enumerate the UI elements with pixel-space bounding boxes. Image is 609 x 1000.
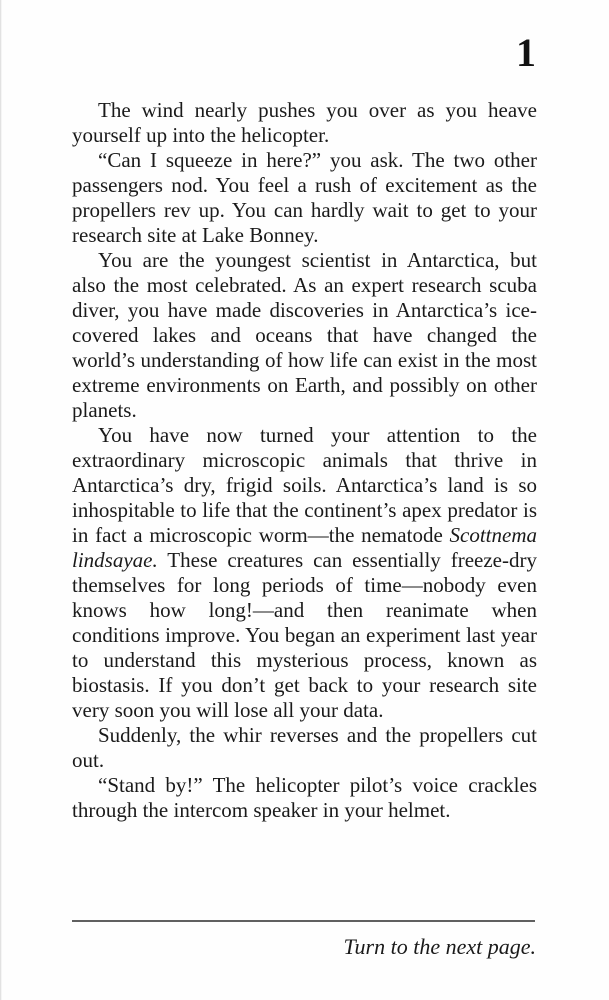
- story-text: [72, 98, 537, 823]
- page-number: 1: [516, 30, 536, 75]
- story-paragraph: [72, 723, 537, 773]
- story-paragraph: [72, 148, 537, 248]
- text-run: Suddenly, the whir reverses and the propellers cut out.: [72, 723, 537, 772]
- text-run: You have now turned your attention to the extraordinary microscopic animals that thrive in Antarctica’s dry, frigid soils. Antarctica’s land is so inhospitable to life that the continent’s apex predator is in fact a microscopic worm—the nematode: [72, 423, 537, 547]
- species-name-italic: Scottnema lindsayae.: [72, 523, 537, 572]
- text-run: These creatures can essentially freeze-dry themselves for long periods of time—nobody even knows how long!—and then reanimate when conditions improve. You began an experiment last year to understand this mysterious process, known as biostasis. If you don’t get back to your research site very soon you will lose all your data.: [72, 548, 537, 722]
- story-paragraph: [72, 248, 537, 423]
- text-run: “Can I squeeze in here?” you ask. The two other passengers nod. You feel a rush of excitement as the propellers rev up. You can hardly wait to get to your research site at Lake Bonney.: [72, 148, 537, 247]
- turn-page-instruction: Turn to the next page.: [343, 934, 536, 959]
- text-run: The wind nearly pushes you over as you heave yourself up into the helicopter.: [72, 98, 537, 147]
- footer-divider: [72, 920, 535, 922]
- text-run: “Stand by!” The helicopter pilot’s voice crackles through the intercom speaker in your helmet.: [72, 773, 537, 822]
- text-run: You are the youngest scientist in Antarctica, but also the most celebrated. As an expert research scuba diver, you have made discoveries in Antarctica’s ice-covered lakes and oceans that have changed the world’s understanding of how life can exist in the most extreme environments on Earth, and possibly on other planets.: [72, 248, 537, 422]
- scan-edge-artifact: [0, 0, 2, 1000]
- story-paragraph: [72, 98, 537, 148]
- story-paragraph: [72, 773, 537, 823]
- story-paragraph: [72, 423, 537, 723]
